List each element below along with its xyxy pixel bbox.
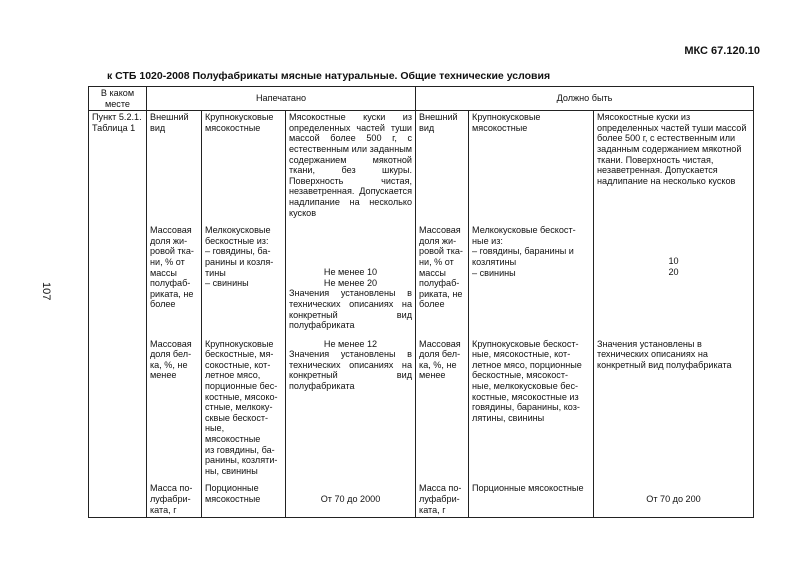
correct-indicator: Массовая доля бел- ка, %, не менее — [416, 338, 469, 483]
table-row-mass — [89, 482, 754, 517]
correct-indicator: Массовая доля жи- ровой тка- ни, % от массы полуфаб- риката, не более — [416, 224, 469, 338]
printed-value-2: Не менее 20 — [323, 277, 378, 288]
printed-product: Крупнокусковые мясокостные — [202, 111, 286, 224]
printed-product: Крупнокусковые бескостные, мя- сокостные, кот- летное мясо, порционные бес- костные, мясоко- стные, мелкоку- сквые бескост- ные, мясокостные из говядины, ба- ранины, козляти- ны, свинины — [202, 338, 286, 483]
correct-value-1: 10 — [668, 256, 679, 267]
correct-value: Мясокостные куски из определенных частей туши массой более 500 г, с естественным или заданным содержанием мякотной ткани. Поверхность чистая, незаветренная. Допускается надлипание на несколько кусков — [594, 111, 754, 224]
printed-indicator: Массовая доля жи- ровой тка- ни, % от массы полуфаб- риката, не более — [147, 224, 202, 338]
correct-product: Крупнокусковые мясокостные — [469, 111, 594, 224]
printed-value-2: Значения установлены в технических описаниях на конкретный вид полуфабриката — [289, 349, 413, 392]
header-should-be: Должно быть — [416, 87, 754, 111]
correct-value-2: 20 — [668, 266, 679, 277]
correct-value: От 70 до 200 — [646, 494, 701, 505]
correct-indicator: Масса по- луфабри- ката, г — [416, 482, 469, 517]
place-cell: Пункт 5.2.1. Таблица 1 — [89, 111, 147, 224]
amendment-table — [88, 86, 754, 518]
printed-value-1: Не менее 10 — [323, 267, 378, 278]
table-header-row — [89, 87, 754, 111]
table-row-fat — [89, 224, 754, 338]
printed-value: От 70 до 2000 — [320, 494, 381, 505]
correct-product: Порционные мясокостные — [469, 482, 594, 517]
printed-indicator: Масса по- луфабри- ката, г — [147, 482, 202, 517]
printed-indicator: Массовая доля бел- ка, %, не менее — [147, 338, 202, 483]
correct-product: Крупнокусковые бескост- ные, мясокостные, кот- летное мясо, порционные бескостные, мясокост- ные, мелкокусковые бес- костные, мясокостные из говядины, баранины, коз- лятины, свинины — [469, 338, 594, 483]
printed-value: Мясокостные куски из определенных частей туши массой более 500 г, с естественным или заданным содержанием мякотной ткани, без шкуры. Поверхность чистая, незаветренная. Допускается надлипание на несколько кусков — [286, 111, 416, 224]
document-title: к СТБ 1020-2008 Полуфабрикаты мясные натуральные. Общие технические условия — [107, 70, 551, 82]
table-row-appearance — [89, 111, 754, 224]
page-number: 107 — [40, 282, 52, 301]
header-printed: Напечатано — [147, 87, 416, 111]
correct-indicator: Внешний вид — [416, 111, 469, 224]
printed-value-1: Не менее 12 — [323, 338, 378, 349]
printed-indicator: Внешний вид — [147, 111, 202, 224]
header-place: В каком месте — [89, 87, 147, 111]
printed-product: Порционные мясокостные — [202, 482, 286, 517]
printed-value-3: Значения установлены в технических описаниях на конкретный вид полуфабриката — [289, 288, 413, 331]
correct-product: Мелкокусковые бескост- ные из: – говядины, баранины и козлятины – свинины — [469, 224, 594, 338]
correct-value: Значения установлены в технических описаниях на конкретный вид полуфабриката — [594, 338, 754, 483]
printed-product: Мелкокусковые бескостные из: – говядины, ба- ранины и козля- тины – свинины — [202, 224, 286, 338]
table-row-protein — [89, 338, 754, 483]
document-code: МКС 67.120.10 — [684, 45, 760, 57]
